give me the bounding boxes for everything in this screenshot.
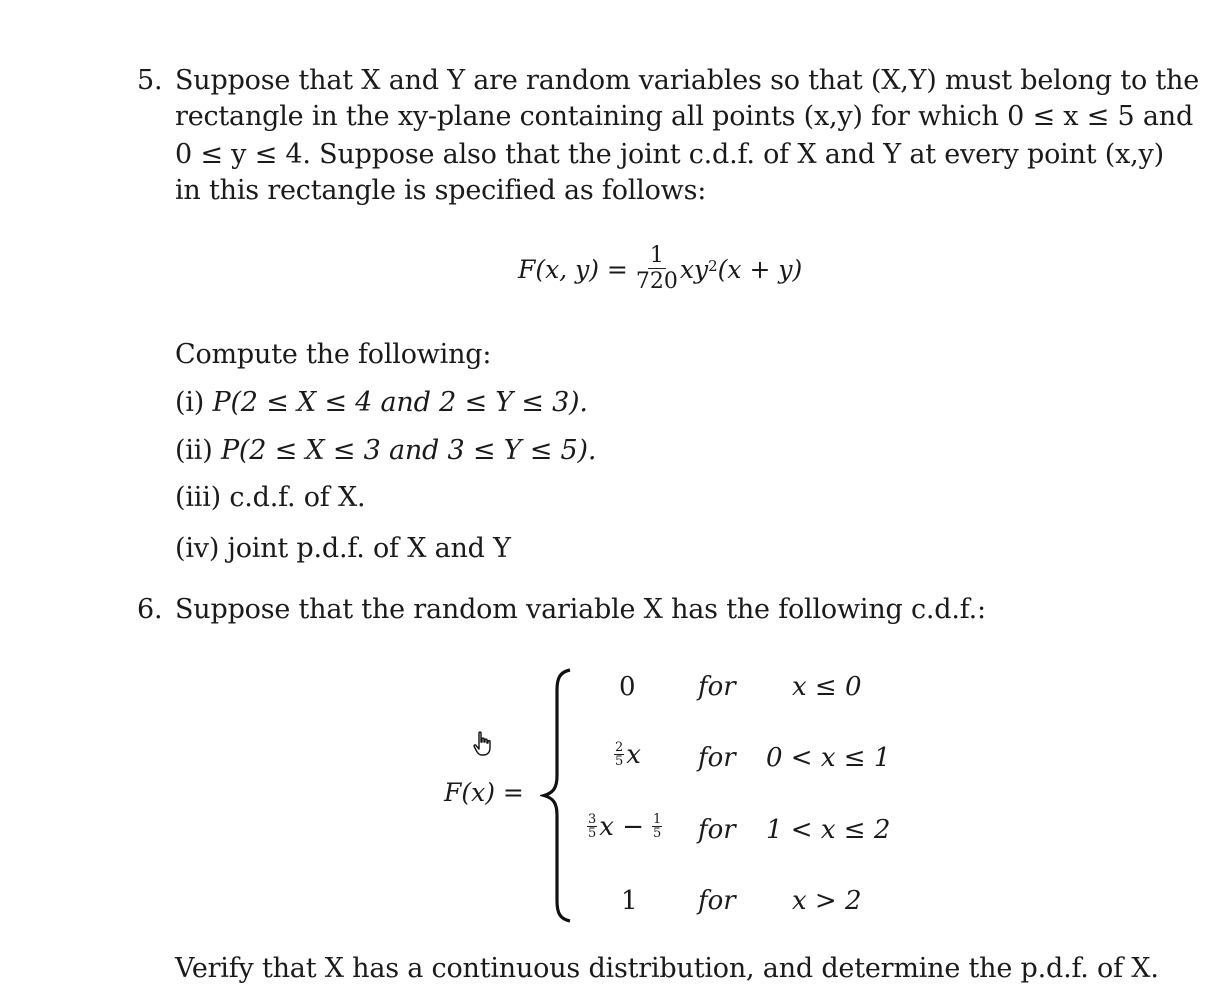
fraction-denominator: 720	[635, 269, 678, 294]
joint-cdf-rhs-xy: xy	[679, 255, 709, 284]
compute-intro: Compute the following:	[175, 339, 492, 370]
case-4-for: for	[698, 886, 736, 916]
item-text: P(2 ≤ X ≤ 3 and 3 ≤ Y ≤ 5).	[220, 435, 597, 466]
case-2-value	[612, 740, 641, 770]
problem-5-line-1: Suppose that X and Y are random variables so that (X,Y) must belong to the	[175, 65, 1200, 96]
problem-5-line-2: rectangle in the xy-plane containing all points (x,y) for which 0 ≤ x ≤ 5 and	[175, 101, 1194, 132]
item-label: (iii)	[175, 482, 221, 513]
case-1-for: for	[698, 672, 736, 702]
case-2-fraction	[614, 741, 624, 769]
piecewise-lhs: F(x) =	[444, 778, 524, 807]
hand-pointer-icon	[472, 731, 494, 757]
case-3-fraction-a	[587, 813, 597, 841]
fraction-denominator: 5	[615, 754, 624, 769]
case-2-variable: x	[626, 740, 641, 770]
problem-5-number: 5.	[137, 65, 163, 96]
item-text: joint p.d.f. of X and Y	[227, 533, 511, 564]
case-2-condition: 0 < x ≤ 1	[766, 743, 891, 773]
fraction-numerator: 2	[615, 740, 624, 755]
case-3-value	[585, 812, 664, 842]
case-3-fraction-b	[652, 813, 662, 841]
item-label: (ii)	[175, 435, 213, 466]
joint-cdf-rhs-sum: (x + y)	[717, 255, 803, 284]
joint-cdf-fraction	[636, 244, 678, 295]
joint-cdf-formula	[518, 244, 802, 295]
problem-6-number: 6.	[137, 594, 163, 625]
item-i	[175, 384, 588, 421]
left-brace-icon	[540, 668, 576, 923]
fraction-numerator: 3	[588, 812, 597, 827]
case-4-value: 1	[621, 886, 638, 916]
problem-5-line-4: in this rectangle is specified as follows:	[175, 175, 707, 206]
case-3-condition: 1 < x ≤ 2	[766, 815, 891, 845]
fraction-numerator: 1	[649, 243, 664, 268]
item-label: (iv)	[175, 533, 220, 564]
problem-6-intro: Suppose that the random variable X has the following c.d.f.:	[175, 594, 986, 625]
fraction-numerator: 1	[653, 812, 662, 827]
item-iii	[175, 479, 365, 516]
case-1-condition: x ≤ 0	[792, 672, 862, 702]
case-1-value: 0	[619, 672, 636, 702]
problem-5-line-3: 0 ≤ y ≤ 4. Suppose also that the joint c.d.f. of X and Y at every point (x,y)	[175, 139, 1164, 170]
item-ii	[175, 432, 596, 469]
item-text: P(2 ≤ X ≤ 4 and 2 ≤ Y ≤ 3).	[212, 387, 588, 418]
fraction-denominator: 5	[588, 826, 597, 841]
case-4-condition: x > 2	[792, 886, 862, 916]
item-text: c.d.f. of X.	[229, 482, 366, 513]
case-3-variable: x −	[599, 812, 644, 842]
joint-cdf-exponent: 2	[708, 256, 718, 275]
case-2-for: for	[698, 743, 736, 773]
fraction-denominator: 5	[653, 826, 662, 841]
item-label: (i)	[175, 387, 205, 418]
joint-cdf-lhs: F(x, y) =	[518, 255, 628, 284]
case-3-for: for	[698, 815, 736, 845]
problem-6-closing: Verify that X has a continuous distribution, and determine the p.d.f. of X.	[175, 953, 1159, 984]
item-iv	[175, 530, 511, 567]
